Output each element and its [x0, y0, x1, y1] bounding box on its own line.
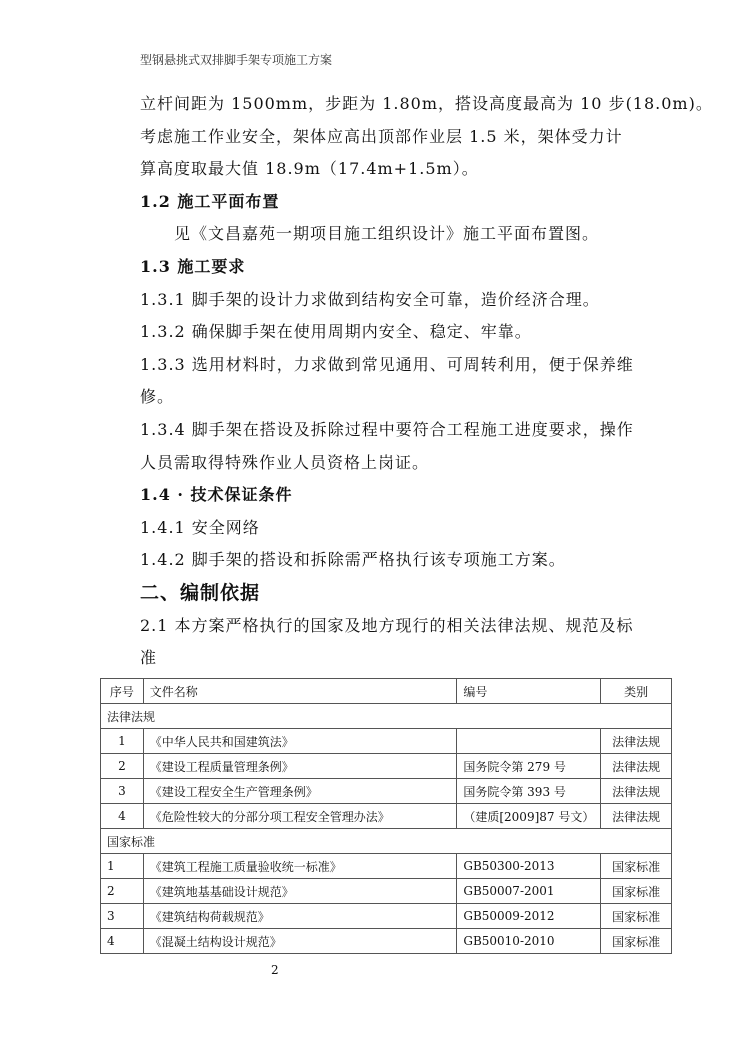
- code-cell: [457, 729, 601, 754]
- category-cell: 法律法规: [601, 779, 672, 804]
- table-row: [101, 754, 672, 779]
- paragraph-line: 1.3.3 选用材料时，力求做到常见通用、可周转利用，便于保养维: [140, 354, 634, 374]
- header-cell: 文件名称: [143, 679, 457, 704]
- group-row: [101, 829, 672, 854]
- code-cell: GB50007-2001: [457, 879, 601, 904]
- paragraph-line: 2.1 本方案严格执行的国家及地方现行的相关法律法规、规范及标: [140, 615, 634, 635]
- seq-cell: 2: [101, 754, 144, 779]
- group-title: 国家标准: [101, 829, 672, 854]
- paragraph-line: 算高度取最大值 18.9m（17.4m+1.5m）。: [140, 159, 479, 179]
- seq-cell: 4: [101, 804, 144, 829]
- doc-name-cell: 《中华人民共和国建筑法》: [143, 729, 457, 754]
- code-cell: 国务院令第 279 号: [457, 754, 601, 779]
- group-row: [101, 704, 672, 729]
- paragraph-line: 1.3.1 脚手架的设计力求做到结构安全可靠，造价经济合理。: [140, 289, 600, 309]
- seq-cell: 2: [101, 879, 144, 904]
- table-header-row: [101, 679, 672, 704]
- code-cell: GB50010-2010: [457, 929, 601, 954]
- paragraph-line: 考虑施工作业安全，架体应高出顶部作业层 1.5 米，架体受力计: [140, 126, 623, 146]
- code-cell: 国务院令第 393 号: [457, 779, 601, 804]
- doc-name-cell: 《建设工程安全生产管理条例》: [143, 779, 457, 804]
- category-cell: 国家标准: [601, 904, 672, 929]
- table-row: [101, 879, 672, 904]
- paragraph-line: 1.3.4 脚手架在搭设及拆除过程中要符合工程施工进度要求，操作: [140, 419, 634, 439]
- document-body: [140, 88, 713, 675]
- table-row: [101, 804, 672, 829]
- seq-cell: 1: [101, 854, 144, 879]
- category-cell: 法律法规: [601, 804, 672, 829]
- running-header: 型钢悬挑式双排脚手架专项施工方案: [140, 53, 333, 67]
- doc-name-cell: 《建筑工程施工质量验收统一标准》: [143, 854, 457, 879]
- paragraph-line: 人员需取得特殊作业人员资格上岗证。: [140, 452, 430, 472]
- paragraph-line: 1.4.1 安全网络: [140, 517, 260, 537]
- section-heading: 二、编制依据: [140, 581, 261, 604]
- seq-cell: 3: [101, 779, 144, 804]
- table-row: [101, 904, 672, 929]
- category-cell: 法律法规: [601, 729, 672, 754]
- table-row: [101, 729, 672, 754]
- doc-name-cell: 《危险性较大的分部分项工程安全管理办法》: [143, 804, 457, 829]
- doc-name-cell: 《混凝土结构设计规范》: [143, 929, 457, 954]
- table-row: [101, 779, 672, 804]
- section-heading: 1.2 施工平面布置: [140, 191, 280, 211]
- seq-cell: 4: [101, 929, 144, 954]
- section-heading: 1.4 · 技术保证条件: [140, 485, 293, 505]
- doc-name-cell: 《建筑地基基础设计规范》: [143, 879, 457, 904]
- paragraph-line: 立杆间距为 1500mm，步距为 1.80m，搭设高度最高为 10 步(18.0m)。: [140, 94, 713, 113]
- paragraph-line: 见《文昌嘉苑一期项目施工组织设计》施工平面布置图。: [174, 224, 600, 244]
- code-cell: （建质[2009]87 号文）: [457, 804, 601, 829]
- paragraph-line: 1.4.2 脚手架的搭设和拆除需严格执行该专项施工方案。: [140, 550, 566, 570]
- regulations-table: [100, 678, 672, 954]
- group-title: 法律法规: [101, 704, 672, 729]
- doc-name-cell: 《建设工程质量管理条例》: [143, 754, 457, 779]
- code-cell: GB50009-2012: [457, 904, 601, 929]
- category-cell: 国家标准: [601, 854, 672, 879]
- header-cell: 序号: [101, 679, 144, 704]
- seq-cell: 3: [101, 904, 144, 929]
- code-cell: GB50300-2013: [457, 854, 601, 879]
- doc-name-cell: 《建筑结构荷载规范》: [143, 904, 457, 929]
- table-row: [101, 854, 672, 879]
- category-cell: 国家标准: [601, 879, 672, 904]
- seq-cell: 1: [101, 729, 144, 754]
- paragraph-line: 修。: [140, 387, 175, 407]
- section-heading: 1.3 施工要求: [140, 256, 246, 276]
- category-cell: 国家标准: [601, 929, 672, 954]
- header-cell: 编号: [457, 679, 601, 704]
- category-cell: 法律法规: [601, 754, 672, 779]
- header-cell: 类别: [601, 679, 672, 704]
- paragraph-line: 准: [140, 648, 158, 668]
- paragraph-line: 1.3.2 确保脚手架在使用周期内安全、稳定、牢靠。: [140, 322, 532, 342]
- table-row: [101, 929, 672, 954]
- page-number: 2: [271, 963, 279, 977]
